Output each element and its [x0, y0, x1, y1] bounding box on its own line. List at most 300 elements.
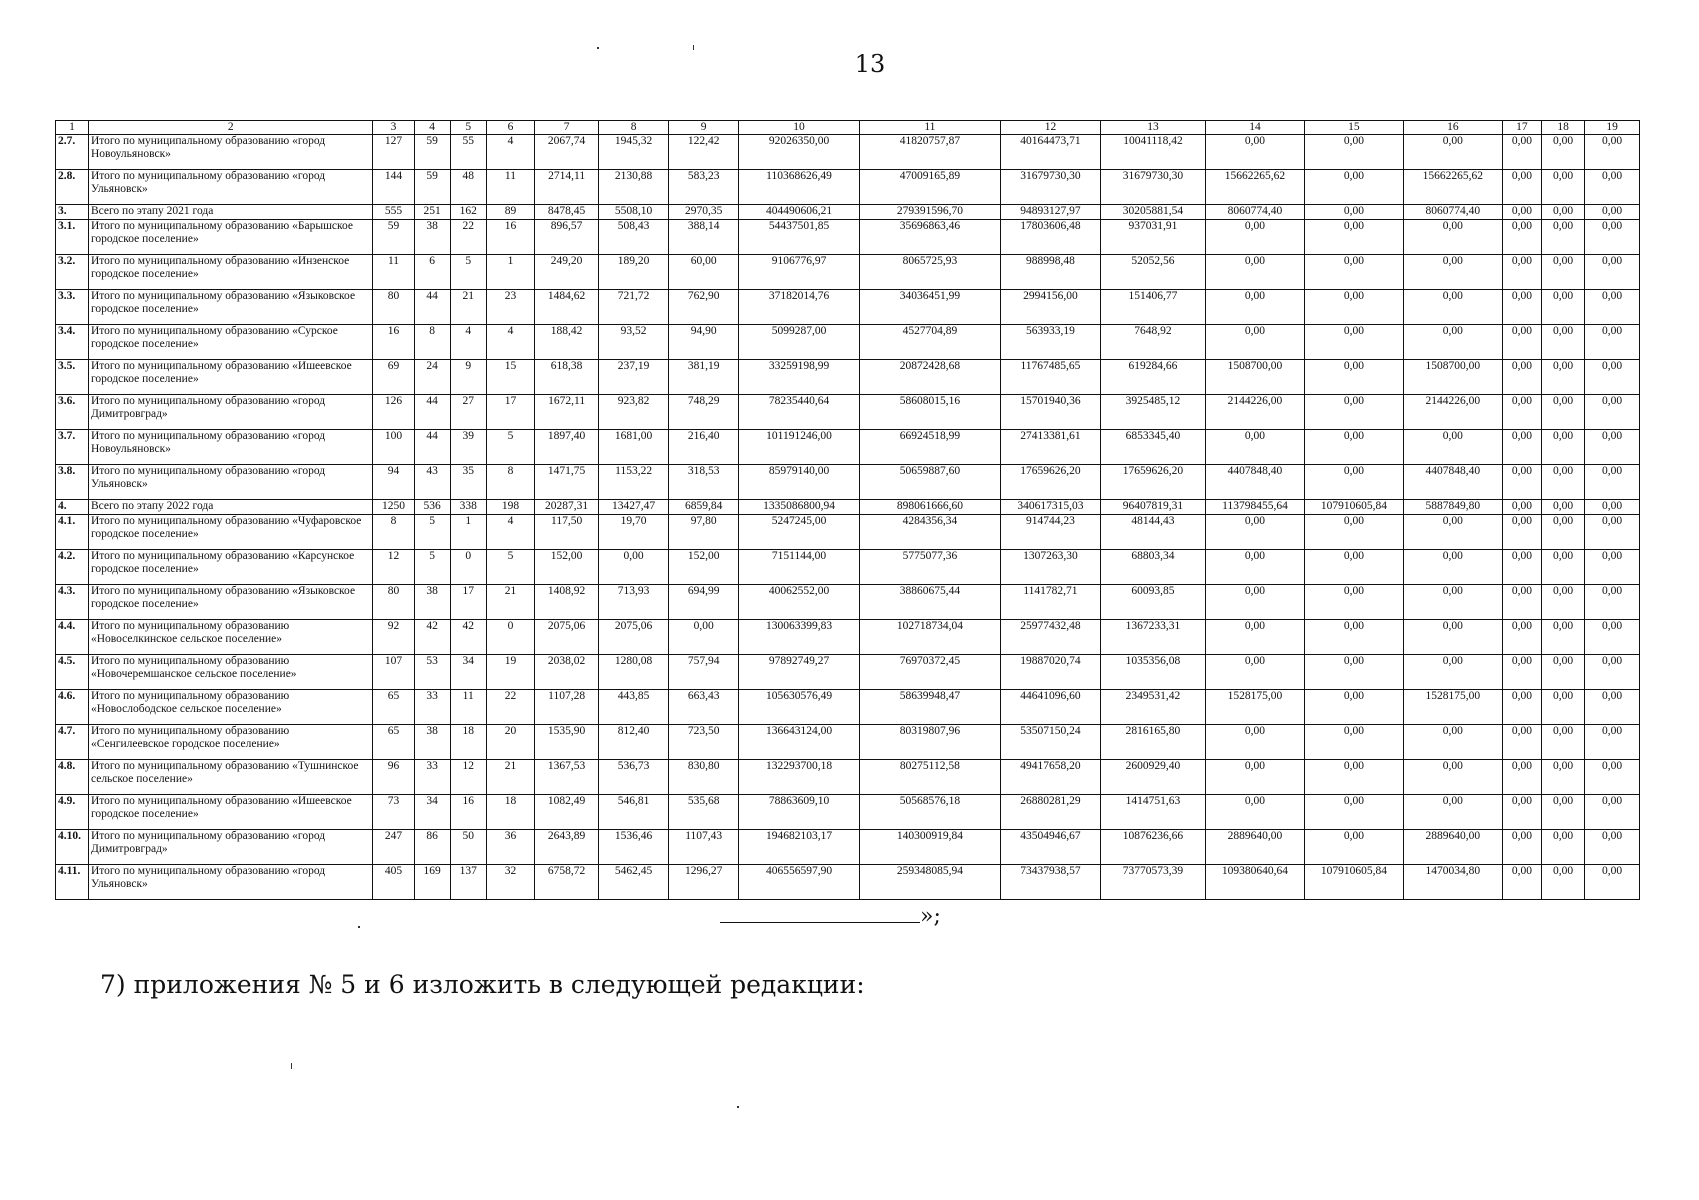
table-cell: 0,00 — [1541, 830, 1584, 865]
table-row — [56, 325, 1640, 360]
table-cell: 8478,45 — [535, 205, 599, 220]
table-cell: 38 — [414, 725, 450, 760]
table-cell: 60,00 — [669, 255, 739, 290]
table-cell: 73770573,39 — [1100, 865, 1205, 900]
table-cell: 898061666,60 — [859, 500, 1000, 515]
row-number: 3. — [56, 205, 89, 220]
table-row — [56, 255, 1640, 290]
table-cell: 896,57 — [535, 220, 599, 255]
table-cell: 20 — [486, 725, 534, 760]
table-cell: 2144226,00 — [1206, 395, 1305, 430]
row-number: 3.5. — [56, 360, 89, 395]
table-cell: 58639948,47 — [859, 690, 1000, 725]
table-cell: 0,00 — [1541, 395, 1584, 430]
scan-speck — [737, 1106, 739, 1108]
table-cell: 0,00 — [1304, 360, 1403, 395]
table-cell: 0,00 — [1541, 205, 1584, 220]
table-cell: 0,00 — [1502, 290, 1541, 325]
row-name: Итого по муниципальному образованию «Ишеевское городское поселение» — [88, 360, 372, 395]
table-cell: 4284356,34 — [859, 515, 1000, 550]
table-cell: 2349531,42 — [1100, 690, 1205, 725]
table-cell: 0,00 — [1541, 760, 1584, 795]
table-row — [56, 430, 1640, 465]
table-cell: 0,00 — [1403, 135, 1502, 170]
table-cell: 0,00 — [1304, 205, 1403, 220]
table-cell: 0,00 — [1585, 725, 1640, 760]
table-cell: 107 — [373, 655, 414, 690]
table-cell: 0,00 — [1304, 135, 1403, 170]
table-row — [56, 465, 1640, 500]
table-cell: 0,00 — [1502, 395, 1541, 430]
table-cell: 0,00 — [1585, 290, 1640, 325]
table-cell: 76970372,45 — [859, 655, 1000, 690]
table-cell: 1508700,00 — [1403, 360, 1502, 395]
table-cell: 137 — [450, 865, 486, 900]
table-row — [56, 550, 1640, 585]
table-cell: 0,00 — [1585, 170, 1640, 205]
table-cell: 11767485,65 — [1000, 360, 1100, 395]
table-cell: 17 — [486, 395, 534, 430]
table-cell: 0,00 — [1206, 655, 1305, 690]
row-name: Итого по муниципальному образованию «Сурское городское поселение» — [88, 325, 372, 360]
column-header: 10 — [739, 121, 860, 135]
column-header: 11 — [859, 121, 1000, 135]
table-cell: 53 — [414, 655, 450, 690]
table-cell: 100 — [373, 430, 414, 465]
table-cell: 0,00 — [599, 550, 669, 585]
table-cell: 65 — [373, 690, 414, 725]
table-cell: 338 — [450, 500, 486, 515]
table-cell: 0,00 — [1585, 205, 1640, 220]
table-cell: 0,00 — [1502, 830, 1541, 865]
table-cell: 0,00 — [1585, 395, 1640, 430]
table-cell: 5 — [450, 255, 486, 290]
table-cell: 152,00 — [669, 550, 739, 585]
table-cell: 1672,11 — [535, 395, 599, 430]
table-cell: 237,19 — [599, 360, 669, 395]
table-cell: 6853345,40 — [1100, 430, 1205, 465]
table-cell: 1367,53 — [535, 760, 599, 795]
table-cell: 144 — [373, 170, 414, 205]
table-cell: 102718734,04 — [859, 620, 1000, 655]
table-cell: 34036451,99 — [859, 290, 1000, 325]
table-cell: 0,00 — [1585, 550, 1640, 585]
scan-speck — [693, 45, 694, 50]
table-cell: 0,00 — [1502, 550, 1541, 585]
table-cell: 0,00 — [1541, 465, 1584, 500]
column-header: 15 — [1304, 121, 1403, 135]
table-cell: 27413381,61 — [1000, 430, 1100, 465]
table-cell: 318,53 — [669, 465, 739, 500]
table-cell: 58608015,16 — [859, 395, 1000, 430]
closing-mark — [720, 904, 941, 929]
row-number: 4.6. — [56, 690, 89, 725]
table-cell: 0,00 — [1541, 725, 1584, 760]
table-cell: 721,72 — [599, 290, 669, 325]
scan-speck — [358, 926, 360, 928]
table-cell: 0,00 — [1403, 220, 1502, 255]
table-cell: 2889640,00 — [1403, 830, 1502, 865]
table-cell: 1153,22 — [599, 465, 669, 500]
table-cell: 1528175,00 — [1206, 690, 1305, 725]
table-cell: 1414751,63 — [1100, 795, 1205, 830]
table-row — [56, 220, 1640, 255]
table-cell: 1471,75 — [535, 465, 599, 500]
row-name: Итого по муниципальному образованию «Тушнинское сельское поселение» — [88, 760, 372, 795]
table-cell: 5462,45 — [599, 865, 669, 900]
table-cell: 80 — [373, 585, 414, 620]
table-cell: 21 — [450, 290, 486, 325]
table-cell: 16 — [373, 325, 414, 360]
table-cell: 8 — [486, 465, 534, 500]
table-cell: 0,00 — [1585, 500, 1640, 515]
row-name: Итого по муниципальному образованию «город Ульяновск» — [88, 465, 372, 500]
table-cell: 830,80 — [669, 760, 739, 795]
table-cell: 42 — [450, 620, 486, 655]
row-number: 3.3. — [56, 290, 89, 325]
table-cell: 0,00 — [1585, 795, 1640, 830]
scan-speck — [291, 1063, 292, 1069]
table-cell: 2643,89 — [535, 830, 599, 865]
table-cell: 7648,92 — [1100, 325, 1205, 360]
table-cell: 0,00 — [1304, 655, 1403, 690]
table-cell: 151406,77 — [1100, 290, 1205, 325]
column-header: 8 — [599, 121, 669, 135]
table-cell: 0,00 — [1502, 170, 1541, 205]
table-cell: 1 — [450, 515, 486, 550]
row-name: Всего по этапу 2021 года — [88, 205, 372, 220]
table-cell: 18 — [486, 795, 534, 830]
table-cell: 0,00 — [1541, 325, 1584, 360]
table-cell: 0,00 — [1585, 585, 1640, 620]
table-cell: 17 — [450, 585, 486, 620]
row-number: 3.4. — [56, 325, 89, 360]
table-cell: 97,80 — [669, 515, 739, 550]
row-name: Итого по муниципальному образованию «Новослободское сельское поселение» — [88, 690, 372, 725]
table-cell: 2714,11 — [535, 170, 599, 205]
table-cell: 85979140,00 — [739, 465, 860, 500]
table-cell: 5508,10 — [599, 205, 669, 220]
table-cell: 340617315,03 — [1000, 500, 1100, 515]
table-cell: 723,50 — [669, 725, 739, 760]
row-number: 4.1. — [56, 515, 89, 550]
table-cell: 0,00 — [1304, 430, 1403, 465]
table-cell: 40164473,71 — [1000, 135, 1100, 170]
table-cell: 188,42 — [535, 325, 599, 360]
table-cell: 0,00 — [1206, 135, 1305, 170]
table-cell: 1897,40 — [535, 430, 599, 465]
row-name: Итого по муниципальному образованию «город Новоульяновск» — [88, 135, 372, 170]
table-cell: 34 — [450, 655, 486, 690]
table-cell: 0,00 — [1541, 135, 1584, 170]
table-cell: 30205881,54 — [1100, 205, 1205, 220]
column-header: 5 — [450, 121, 486, 135]
table-cell: 15701940,36 — [1000, 395, 1100, 430]
table-cell: 22 — [450, 220, 486, 255]
table-cell: 381,19 — [669, 360, 739, 395]
table-cell: 130063399,83 — [739, 620, 860, 655]
table-cell: 0,00 — [1403, 760, 1502, 795]
row-number: 3.6. — [56, 395, 89, 430]
table-cell: 1681,00 — [599, 430, 669, 465]
table-cell: 3925485,12 — [1100, 395, 1205, 430]
table-cell: 0,00 — [1585, 135, 1640, 170]
table-cell: 0,00 — [1541, 255, 1584, 290]
row-name: Итого по муниципальному образованию «Инзенское городское поселение» — [88, 255, 372, 290]
table-cell: 105630576,49 — [739, 690, 860, 725]
table-cell: 140300919,84 — [859, 830, 1000, 865]
table-cell: 20872428,68 — [859, 360, 1000, 395]
table-cell: 5 — [414, 515, 450, 550]
table-cell: 0,00 — [1502, 795, 1541, 830]
table-cell: 0,00 — [1304, 620, 1403, 655]
table-cell: 0,00 — [1541, 360, 1584, 395]
table-cell: 937031,91 — [1100, 220, 1205, 255]
table-cell: 0,00 — [669, 620, 739, 655]
table-cell: 0,00 — [1502, 690, 1541, 725]
table-cell: 583,23 — [669, 170, 739, 205]
row-number: 3.2. — [56, 255, 89, 290]
table-row — [56, 515, 1640, 550]
table-cell: 12 — [373, 550, 414, 585]
table-cell: 59 — [414, 135, 450, 170]
row-number: 4.5. — [56, 655, 89, 690]
table-cell: 5887849,80 — [1403, 500, 1502, 515]
table-cell: 0,00 — [1403, 255, 1502, 290]
table-cell: 663,43 — [669, 690, 739, 725]
table-cell: 117,50 — [535, 515, 599, 550]
table-cell: 0,00 — [1502, 255, 1541, 290]
table-cell: 110368626,49 — [739, 170, 860, 205]
table-cell: 0,00 — [1403, 430, 1502, 465]
table-cell: 113798455,64 — [1206, 500, 1305, 515]
table-cell: 59 — [373, 220, 414, 255]
table-cell: 0,00 — [1206, 760, 1305, 795]
table-cell: 1107,28 — [535, 690, 599, 725]
table-cell: 1945,32 — [599, 135, 669, 170]
row-name: Итого по муниципальному образованию «Новоселкинское сельское поселение» — [88, 620, 372, 655]
table-cell: 1335086800,94 — [739, 500, 860, 515]
table-cell: 0,00 — [1304, 290, 1403, 325]
table-row — [56, 725, 1640, 760]
table-row — [56, 585, 1640, 620]
table-cell: 0,00 — [1585, 360, 1640, 395]
column-header: 19 — [1585, 121, 1640, 135]
table-cell: 4 — [486, 325, 534, 360]
table-cell: 92026350,00 — [739, 135, 860, 170]
table-cell: 0,00 — [1403, 725, 1502, 760]
table-cell: 8060774,40 — [1206, 205, 1305, 220]
table-cell: 23 — [486, 290, 534, 325]
table-cell: 6 — [414, 255, 450, 290]
table-cell: 0,00 — [1502, 725, 1541, 760]
table-cell: 0,00 — [1502, 585, 1541, 620]
table-cell: 0,00 — [1206, 725, 1305, 760]
table-cell: 5099287,00 — [739, 325, 860, 360]
table-cell: 0,00 — [1502, 205, 1541, 220]
table-cell: 2144226,00 — [1403, 395, 1502, 430]
table-cell: 0,00 — [1403, 325, 1502, 360]
table-cell: 0,00 — [1304, 585, 1403, 620]
table-cell: 0,00 — [1502, 325, 1541, 360]
table-cell: 0,00 — [1541, 290, 1584, 325]
column-header: 14 — [1206, 121, 1305, 135]
table-cell: 127 — [373, 135, 414, 170]
table-cell: 26880281,29 — [1000, 795, 1100, 830]
table-cell: 132293700,18 — [739, 760, 860, 795]
page-number: 13 — [854, 50, 886, 78]
table-cell: 50568576,18 — [859, 795, 1000, 830]
signature-line — [720, 912, 920, 923]
table-cell: 1280,08 — [599, 655, 669, 690]
table-cell: 44 — [414, 395, 450, 430]
table-row — [56, 290, 1640, 325]
table-cell: 0,00 — [1206, 795, 1305, 830]
table-cell: 94,90 — [669, 325, 739, 360]
row-number: 4.11. — [56, 865, 89, 900]
table-cell: 0,00 — [1206, 255, 1305, 290]
row-number: 3.1. — [56, 220, 89, 255]
row-name: Всего по этапу 2022 года — [88, 500, 372, 515]
row-number: 4.2. — [56, 550, 89, 585]
table-cell: 0,00 — [1304, 690, 1403, 725]
table-cell: 812,40 — [599, 725, 669, 760]
table-cell: 50 — [450, 830, 486, 865]
table-cell: 1408,92 — [535, 585, 599, 620]
table-cell: 0,00 — [1403, 620, 1502, 655]
table-cell: 5775077,36 — [859, 550, 1000, 585]
table-row — [56, 830, 1640, 865]
table-cell: 7151144,00 — [739, 550, 860, 585]
table-cell: 96407819,31 — [1100, 500, 1205, 515]
table-cell: 73 — [373, 795, 414, 830]
table-cell: 109380640,64 — [1206, 865, 1305, 900]
table-cell: 198 — [486, 500, 534, 515]
table-cell: 1508700,00 — [1206, 360, 1305, 395]
table-cell: 92 — [373, 620, 414, 655]
table-cell: 37182014,76 — [739, 290, 860, 325]
table-cell: 0,00 — [1304, 170, 1403, 205]
row-name: Итого по муниципальному образованию «город Ульяновск» — [88, 865, 372, 900]
table-cell: 86 — [414, 830, 450, 865]
table-cell: 0,00 — [1502, 465, 1541, 500]
table-cell: 50659887,60 — [859, 465, 1000, 500]
row-name: Итого по муниципальному образованию «Сенгилеевское городское поселение» — [88, 725, 372, 760]
table-cell: 5 — [486, 430, 534, 465]
instruction-text: 7) приложения № 5 и 6 изложить в следующей редакции: — [100, 970, 865, 999]
row-number: 3.8. — [56, 465, 89, 500]
table-cell: 189,20 — [599, 255, 669, 290]
table-cell: 0,00 — [1502, 620, 1541, 655]
table-cell: 0,00 — [1304, 795, 1403, 830]
table-row — [56, 865, 1640, 900]
table-cell: 11 — [486, 170, 534, 205]
column-header: 4 — [414, 121, 450, 135]
row-number: 4.8. — [56, 760, 89, 795]
table-cell: 65 — [373, 725, 414, 760]
table-cell: 4 — [450, 325, 486, 360]
table-cell: 40062552,00 — [739, 585, 860, 620]
table-cell: 5 — [486, 550, 534, 585]
scan-speck — [597, 47, 599, 49]
table-cell: 1296,27 — [669, 865, 739, 900]
table-cell: 2038,02 — [535, 655, 599, 690]
row-name: Итого по муниципальному образованию «Языковское городское поселение» — [88, 585, 372, 620]
table-cell: 1141782,71 — [1000, 585, 1100, 620]
table-cell: 32 — [486, 865, 534, 900]
table-cell: 0,00 — [1585, 515, 1640, 550]
table-cell: 536,73 — [599, 760, 669, 795]
table-cell: 406556597,90 — [739, 865, 860, 900]
table-cell: 52052,56 — [1100, 255, 1205, 290]
table-cell: 13427,47 — [599, 500, 669, 515]
table-cell: 0,00 — [1585, 220, 1640, 255]
table-cell: 0,00 — [1502, 220, 1541, 255]
table-cell: 279391596,70 — [859, 205, 1000, 220]
table-cell: 0,00 — [1304, 325, 1403, 360]
table-cell: 9 — [450, 360, 486, 395]
table-cell: 1107,43 — [669, 830, 739, 865]
table-cell: 216,40 — [669, 430, 739, 465]
table-cell: 6758,72 — [535, 865, 599, 900]
table-cell: 15662265,62 — [1403, 170, 1502, 205]
table-cell: 31679730,30 — [1000, 170, 1100, 205]
table-cell: 0 — [450, 550, 486, 585]
table-cell: 41820757,87 — [859, 135, 1000, 170]
table-cell: 404490606,21 — [739, 205, 860, 220]
row-name: Итого по муниципальному образованию «Новочеремшанское сельское поселение» — [88, 655, 372, 690]
column-header: 12 — [1000, 121, 1100, 135]
table-row — [56, 170, 1640, 205]
column-header: 7 — [535, 121, 599, 135]
table-cell: 2816165,80 — [1100, 725, 1205, 760]
column-header: 2 — [88, 121, 372, 135]
table-cell: 0,00 — [1304, 395, 1403, 430]
table-cell: 0 — [486, 620, 534, 655]
table-cell: 8 — [373, 515, 414, 550]
table-cell: 8 — [414, 325, 450, 360]
table-cell: 443,85 — [599, 690, 669, 725]
table-cell: 4407848,40 — [1206, 465, 1305, 500]
table-cell: 27 — [450, 395, 486, 430]
closing-quote: »; — [920, 904, 941, 929]
table-cell: 5 — [414, 550, 450, 585]
table-cell: 44641096,60 — [1000, 690, 1100, 725]
table-cell: 35 — [450, 465, 486, 500]
table-cell: 249,20 — [535, 255, 599, 290]
table-cell: 1528175,00 — [1403, 690, 1502, 725]
table-cell: 152,00 — [535, 550, 599, 585]
table-cell: 2075,06 — [599, 620, 669, 655]
table-cell: 1367233,31 — [1100, 620, 1205, 655]
row-name: Итого по муниципальному образованию «Карсунское городское поселение» — [88, 550, 372, 585]
header-row — [56, 121, 1640, 135]
table-cell: 9106776,97 — [739, 255, 860, 290]
table-cell: 38860675,44 — [859, 585, 1000, 620]
column-header: 9 — [669, 121, 739, 135]
table-row — [56, 360, 1640, 395]
table-cell: 923,82 — [599, 395, 669, 430]
row-number: 4.9. — [56, 795, 89, 830]
table-cell: 546,81 — [599, 795, 669, 830]
table-cell: 247 — [373, 830, 414, 865]
table-cell: 94 — [373, 465, 414, 500]
table-cell: 11 — [373, 255, 414, 290]
row-number: 4.10. — [56, 830, 89, 865]
table-cell: 0,00 — [1585, 830, 1640, 865]
table-cell: 0,00 — [1206, 220, 1305, 255]
table-cell: 6859,84 — [669, 500, 739, 515]
